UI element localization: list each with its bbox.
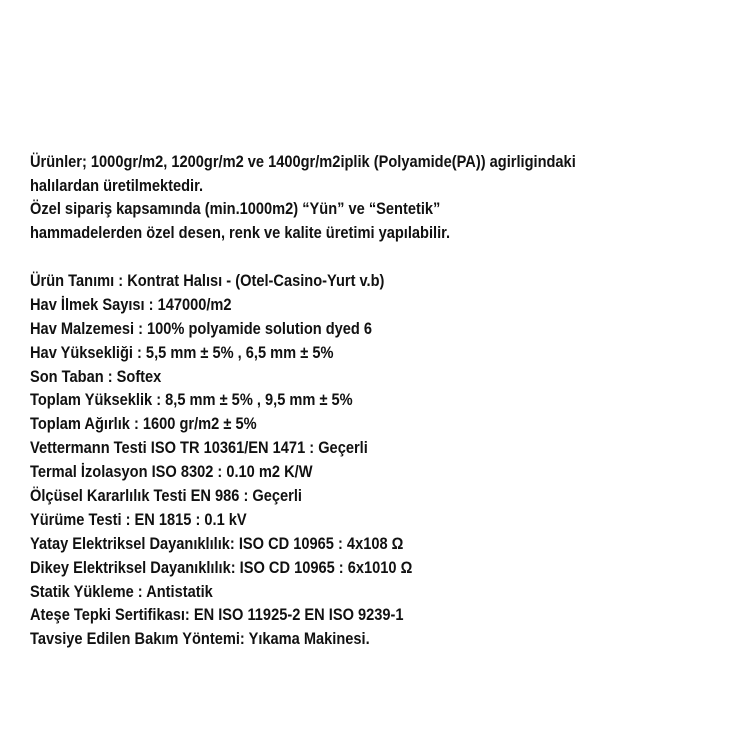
spec-list <box>30 269 576 651</box>
intro-line: Ürünler; 1000gr/m2, 1200gr/m2 ve 1400gr/m2iplik (Polyamide(PA)) agirligindaki <box>30 152 576 171</box>
spec-item: Yürüme Testi : EN 1815 : 0.1 kV <box>30 509 247 529</box>
intro-line: hammadelerden özel desen, renk ve kalite üretimi yapılabilir. <box>30 222 451 242</box>
spec-item: Tavsiye Edilen Bakım Yöntemi: Yıkama Makinesi. <box>30 629 370 649</box>
spec-item: Vettermann Testi ISO TR 10361/EN 1471 : Geçerli <box>30 438 368 458</box>
spec-item: Hav Malzemesi : 100% polyamide solution dyed 6 <box>30 318 373 338</box>
spec-item: Ölçüsel Kararlılık Testi EN 986 : Geçerli <box>30 486 302 506</box>
spec-item: Statik Yükleme : Antistatik <box>30 581 213 601</box>
spacer <box>30 244 576 269</box>
spec-item: Toplam Yükseklik : 8,5 mm ± 5% , 9,5 mm ± 5% <box>30 390 353 410</box>
product-description <box>30 150 576 651</box>
spec-item: Hav Yüksekliği : 5,5 mm ± 5% , 6,5 mm ± 5% <box>30 342 334 362</box>
spec-item: Ateşe Tepki Sertifikası: EN ISO 11925-2 EN ISO 9239-1 <box>30 605 404 625</box>
spec-item: Termal İzolasyon ISO 8302 : 0.10 m2 K/W <box>30 462 313 482</box>
intro-line: Özel sipariş kapsamında (min.1000m2) “Yün” ve “Sentetik” <box>30 199 441 218</box>
spec-item: Ürün Tanımı : Kontrat Halısı - (Otel-Casino-Yurt v.b) <box>30 271 385 290</box>
intro-line: halılardan üretilmektedir. <box>30 175 204 195</box>
intro-paragraph <box>30 150 576 244</box>
spec-item: Toplam Ağırlık : 1600 gr/m2 ± 5% <box>30 414 257 434</box>
spec-item: Son Taban : Softex <box>30 366 162 386</box>
spec-item: Dikey Elektriksel Dayanıklılık: ISO CD 10965 : 6x1010 Ω <box>30 557 413 577</box>
spec-item: Hav İlmek Sayısı : 147000/m2 <box>30 294 232 314</box>
spec-item: Yatay Elektriksel Dayanıklılık: ISO CD 10965 : 4x108 Ω <box>30 533 404 553</box>
